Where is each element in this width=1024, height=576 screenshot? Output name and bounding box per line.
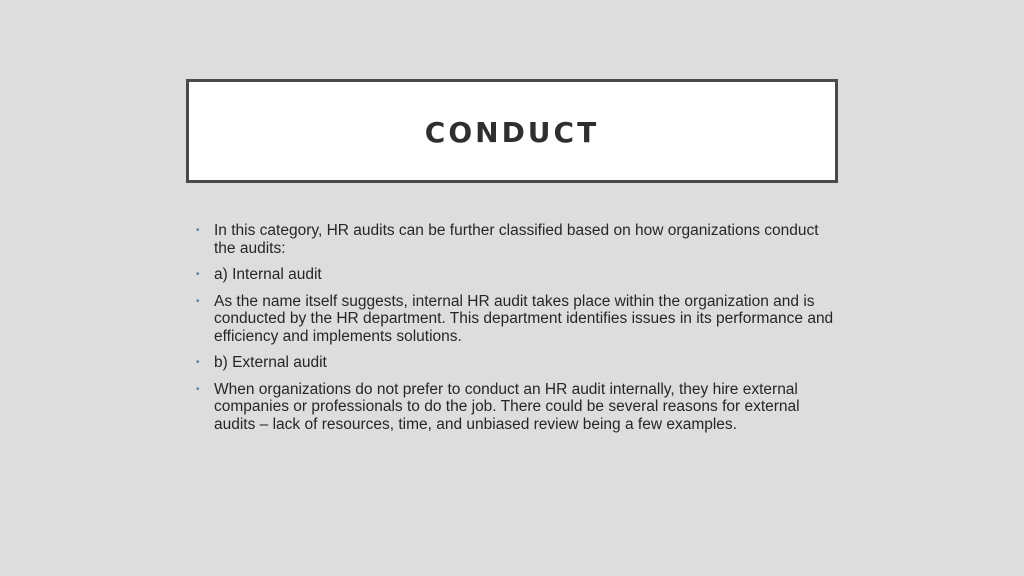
list-item [196,222,836,257]
bullet-icon: • [196,357,200,368]
bullet-list [196,222,836,442]
list-item [196,354,836,372]
list-item [196,293,836,346]
list-item [196,266,836,284]
bullet-text: b) External audit [214,354,327,371]
bullet-icon: • [196,225,200,236]
title-box [186,79,838,183]
bullet-icon: • [196,269,200,280]
slide-title: CONDUCT [424,115,600,149]
bullet-text: a) Internal audit [214,266,322,283]
list-item [196,381,836,434]
bullet-icon: • [196,295,200,307]
bullet-text: When organizations do not prefer to conduct an HR audit internally, they hire external companies or professionals to do the job. There could be several reasons for external audits – lack of resources, time, and unbiased review being a few examples. [214,380,800,433]
bullet-icon: • [196,383,200,395]
bullet-text: In this category, HR audits can be further classified based on how organizations conduct the audits: [214,222,819,257]
bullet-text: As the name itself suggests, internal HR audit takes place within the organization and is conducted by the HR department. This department identifies issues in its performance and efficiency and implements solutions. [214,292,834,345]
